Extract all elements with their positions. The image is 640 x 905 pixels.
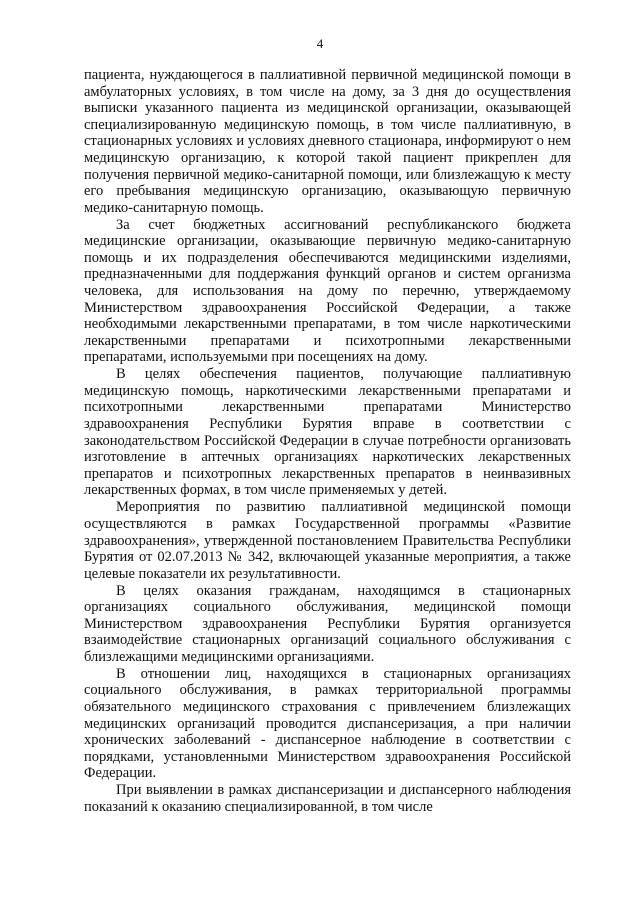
paragraph-state-program: Мероприятия по развитию паллиативной медицинской помощи осуществляются в рамках Государственной программы «Развитие здравоохранения», утвержденной постановлением Правительства Республики Бурятия от 02.07.2013 № 342, включающей указанные мероприятия, а также целевые показатели их результативности. bbox=[84, 499, 571, 582]
paragraph-social-service: В целях оказания гражданам, находящимся в стационарных организациях социального обслуживания, медицинской помощи Министерством здравоохранения Республики Бурятия организуется взаимодействие стационарных организаций социального обслуживания с близлежащими медицинскими организациями. bbox=[84, 582, 571, 665]
paragraph-dispensary: В отношении лиц, находящихся в стационарных организациях социального обслуживания, в рамках территориальной программы обязательного медицинского страхования с привлечением близлежащих медицинских организаций проводится диспансеризация, а при наличии хронических заболеваний - диспансерное наблюдение в соответствии с порядками, установленными Министерством здравоохранения Российской Федерации. bbox=[84, 665, 571, 782]
page-number: 4 bbox=[316, 36, 324, 51]
paragraph-budget-funding: За счет бюджетных ассигнований республиканского бюджета медицинские организации, оказывающие первичную медико-санитарную помощь и их подразделения обеспечиваются медицинскими изделиями, предназначенными для поддержания функций органов и систем организма человека, для использования на дому по перечню, утверждаемому Министерством здравоохранения Российской Федерации, а также необходимыми лекарственными препаратами, в том числе наркотическими лекарственными препаратами и психотропными лекарственными препаратами, используемыми при посещениях на дому. bbox=[84, 216, 571, 366]
paragraph-narcotic-drugs: В целях обеспечения пациентов, получающие паллиативную медицинскую помощь, наркотическими лекарственными препаратами и психотропными лекарственными препаратами Министерство здравоохранения Республики Бурятия вправе в соответствии с законодательством Российской Федерации в случае потребности организовать изготовление в аптечных организациях наркотических лекарственных препаратов и психотропных лекарственных препаратов в неинвазивных лекарственных формах, в том числе применяемых у детей. bbox=[84, 366, 571, 499]
document-body bbox=[84, 67, 571, 816]
paragraph-detection: При выявлении в рамках диспансеризации и диспансерного наблюдения показаний к оказанию специализированной, в том числе bbox=[84, 782, 571, 815]
paragraph-continued: пациента, нуждающегося в паллиативной первичной медицинской помощи в амбулаторных условиях, в том числе на дому, за 3 дня до осуществления выписки указанного пациента из медицинской организации, оказывающей специализированную медицинскую помощь, в том числе паллиативную, в стационарных условиях и условиях дневного стационара, информируют о нем медицинскую организацию, к которой такой пациент прикреплен для получения первичной медико-санитарной помощи, или близлежащую к месту его пребывания медицинскую организацию, оказывающую первичную медико-санитарную помощь. bbox=[84, 67, 571, 216]
